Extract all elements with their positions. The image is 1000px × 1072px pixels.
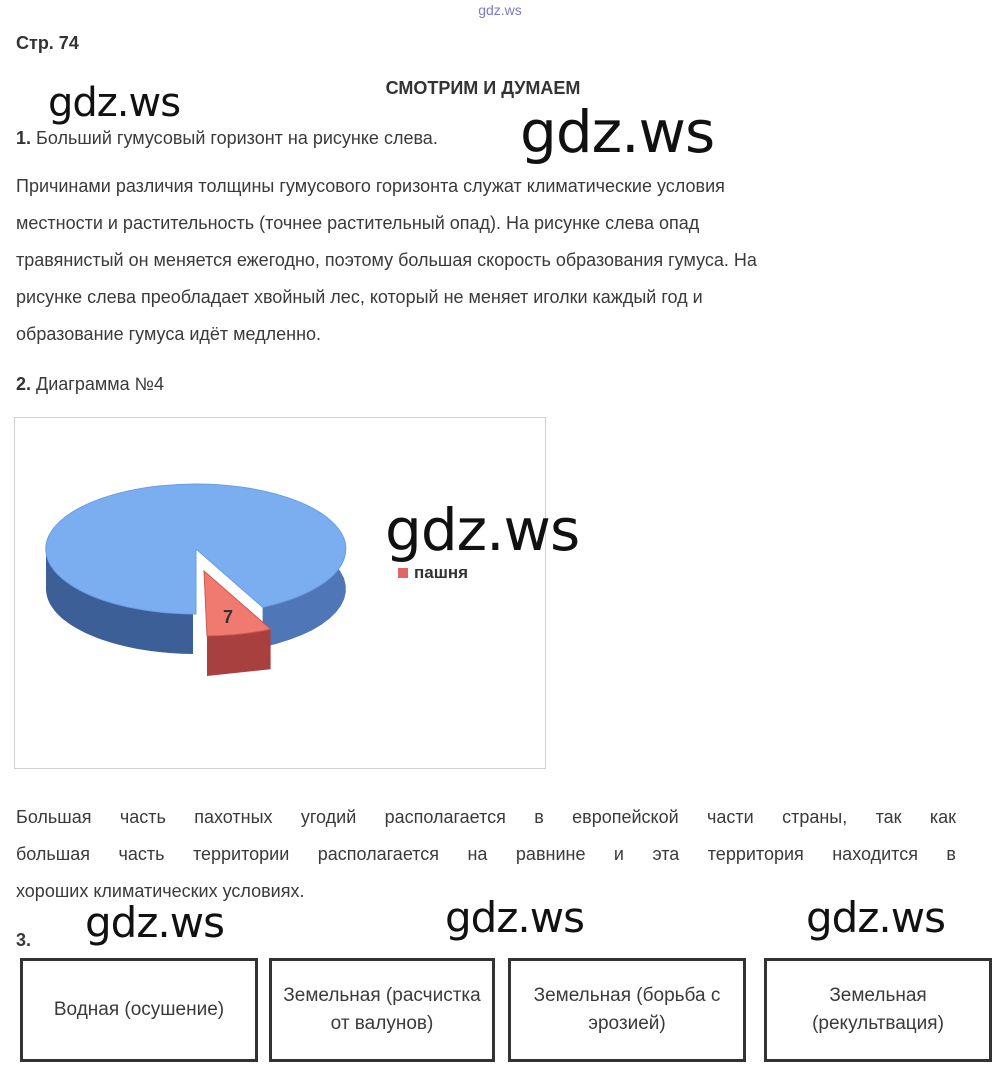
q2-line: Большая часть пахотных угодий располагается в европейской части страны, так как xyxy=(16,807,956,827)
watermark: gdz.ws xyxy=(85,898,224,947)
watermark: gdz.ws xyxy=(48,80,181,126)
q2-answer-text: Диаграмма №4 xyxy=(36,374,164,394)
q1-line: травянистый он меняется ежегодно, поэтому большая скорость образования гумуса. На xyxy=(16,250,757,270)
q2-line: большая часть территории располагается на равнине и эта территория находится в xyxy=(16,844,956,864)
legend-swatch-pashnya xyxy=(398,568,408,578)
watermark: gdz.ws xyxy=(520,98,715,166)
answer-box-4: Земельная (рекультвация) xyxy=(764,958,992,1062)
q1-line: местности и растительность (точнее растительный опад). На рисунке слева опад xyxy=(16,213,700,233)
section-title: СМОТРИМ И ДУМАЕМ xyxy=(385,78,581,98)
q1-explanation xyxy=(16,168,956,353)
page-number: Стр. 74 xyxy=(16,33,79,53)
q3-number: 3. xyxy=(16,930,32,950)
watermark: gdz.ws xyxy=(806,893,945,942)
q2-number: 2. xyxy=(16,374,32,394)
legend-label-pashnya: пашня xyxy=(414,563,469,582)
q1-answer-text: Больший гумусовый горизонт на рисунке слева. xyxy=(36,128,438,148)
q2-answer xyxy=(16,374,164,395)
chart-legend xyxy=(398,563,468,583)
q1-number: 1. xyxy=(16,128,32,148)
q1-line: Причинами различия толщины гумусового горизонта служат климатические условия xyxy=(16,176,725,196)
q1-line: рисунке слева преобладает хвойный лес, который не меняет иголки каждый год и xyxy=(16,287,703,307)
pie-chart xyxy=(14,417,546,769)
top-watermark: gdz.ws xyxy=(478,2,522,18)
watermark: gdz.ws xyxy=(385,496,580,564)
answer-box-2: Земельная (расчистка от валунов) xyxy=(269,958,495,1062)
answer-box-3: Земельная (борьба с эрозией) xyxy=(508,958,746,1062)
pie-slice-main xyxy=(46,484,346,614)
answer-box-1: Водная (осушение) xyxy=(20,958,258,1062)
q2-line: хороших климатических условиях. xyxy=(16,881,305,901)
q1-line: образование гумуса идёт медленно. xyxy=(16,324,322,344)
watermark: gdz.ws xyxy=(445,893,584,942)
pie-data-label: 7 xyxy=(222,607,234,627)
q1-answer xyxy=(16,128,438,149)
